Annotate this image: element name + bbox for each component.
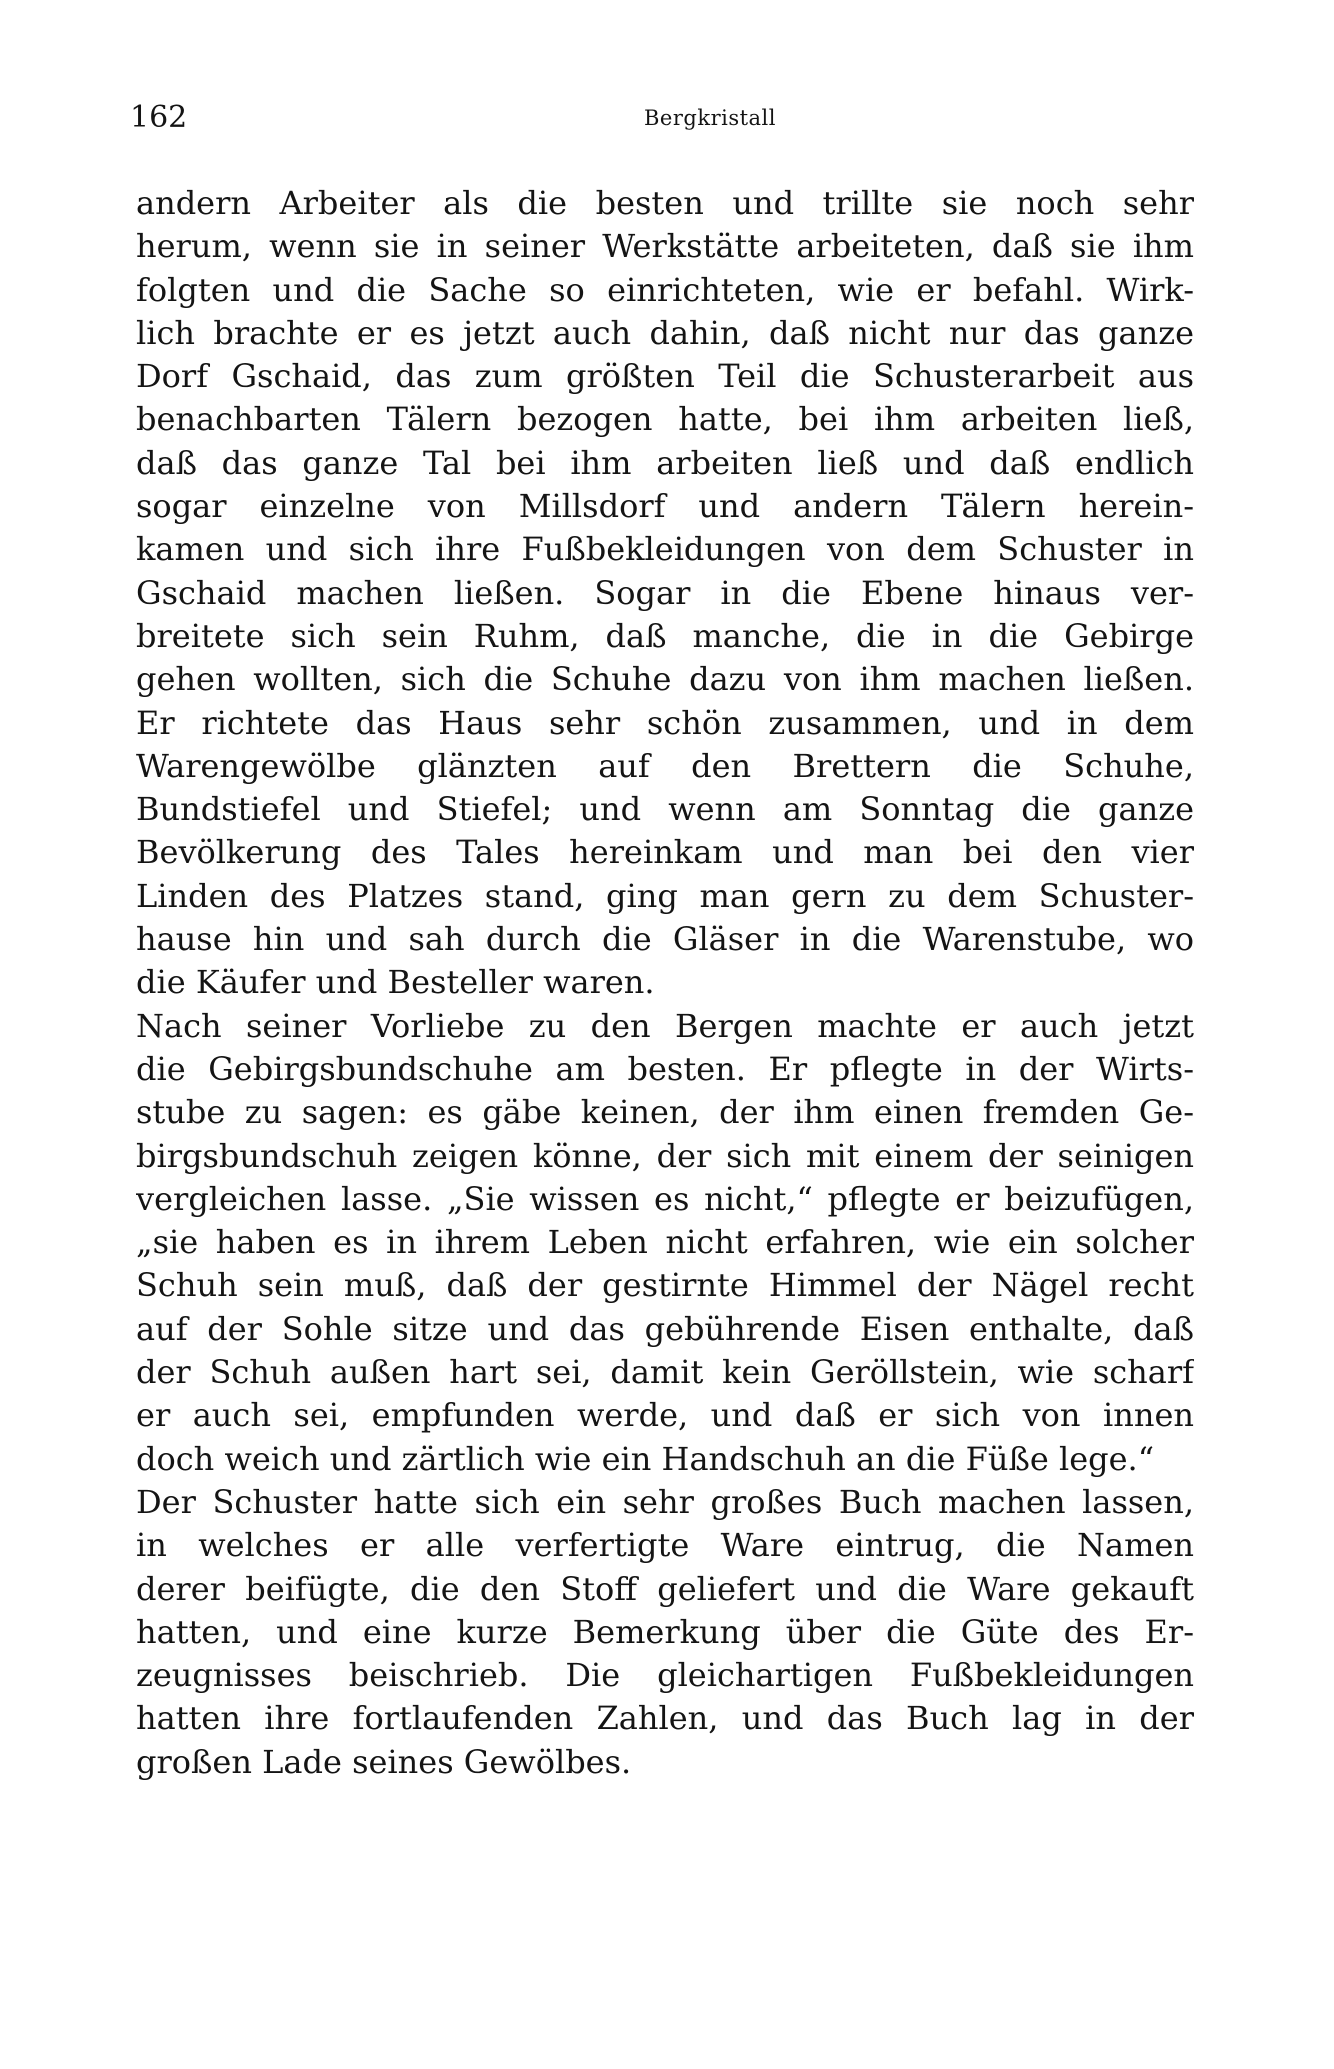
text-line: folgten und die Sache so einrichteten, wie er befahl. Wirk- <box>136 270 1194 309</box>
text-line: Bevölkerung des Tales hereinkam und man bei den vier <box>136 833 1194 872</box>
text-line: der Schuh außen hart sei, damit kein Geröllstein, wie scharf <box>136 1353 1194 1392</box>
page-number: 162 <box>130 100 188 135</box>
text-line: andern Arbeiter als die besten und trillte sie noch sehr <box>136 184 1194 222</box>
text-line: hatten, und eine kurze Bemerkung über die Güte des Er- <box>136 1612 1194 1651</box>
text-line: Gschaid machen ließen. Sogar in die Ebene hinaus ver- <box>136 573 1194 612</box>
running-title: Bergkristall <box>644 106 776 130</box>
paragraph-end-line: großen Lade seines Gewölbes. <box>136 1742 632 1781</box>
text-line: benachbarten Tälern bezogen hatte, bei ihm arbeiten ließ, <box>136 400 1194 439</box>
text-line: Linden des Platzes stand, ging man gern zu dem Schuster- <box>136 876 1194 915</box>
text-line: in welches er alle verfertigte Ware eintrug, die Namen <box>136 1526 1194 1565</box>
body-text <box>136 182 1194 1784</box>
text-line: Dorf Gschaid, das zum größten Teil die Schusterarbeit aus <box>136 357 1194 396</box>
text-line: „sie haben es in ihrem Leben nicht erfahren, wie ein solcher <box>136 1223 1194 1262</box>
text-line: auf der Sohle sitze und das gebührende Eisen enthalte, daß <box>136 1309 1194 1348</box>
text-line: lich brachte er es jetzt auch dahin, daß nicht nur das ganze <box>136 313 1194 352</box>
text-line: sogar einzelne von Millsdorf und andern Tälern herein- <box>136 487 1194 526</box>
text-line: kamen und sich ihre Fußbekleidungen von dem Schuster in <box>136 530 1194 569</box>
paragraph-end-line: doch weich und zärtlich wie ein Handschuh an die Füße lege.“ <box>136 1439 1155 1478</box>
text-line: Er richtete das Haus sehr schön zusammen, und in dem <box>136 703 1194 742</box>
text-line: zeugnisses beischrieb. Die gleichartigen Fußbekleidungen <box>136 1656 1194 1695</box>
text-line: breitete sich sein Ruhm, daß manche, die in die Gebirge <box>136 616 1194 655</box>
page-header <box>130 98 1190 138</box>
text-line: hatten ihre fortlaufenden Zahlen, und das Buch lag in der <box>136 1699 1194 1738</box>
text-line: stube zu sagen: es gäbe keinen, der ihm einen fremden Ge- <box>136 1093 1194 1132</box>
text-line: birgsbundschuh zeigen könne, der sich mit einem der seinigen <box>136 1136 1194 1175</box>
text-line: die Gebirgsbundschuhe am besten. Er pflegte in der Wirts- <box>136 1049 1194 1088</box>
text-line: derer beifügte, die den Stoff geliefert und die Ware gekauft <box>136 1569 1194 1608</box>
text-line: Bundstiefel und Stiefel; und wenn am Sonntag die ganze <box>136 790 1194 829</box>
text-line: er auch sei, empfunden werde, und daß er sich von innen <box>136 1396 1194 1435</box>
text-line: gehen wollten, sich die Schuhe dazu von ihm machen ließen. <box>136 660 1194 699</box>
text-line: herum, wenn sie in seiner Werkstätte arbeiteten, daß sie ihm <box>136 227 1194 266</box>
text-line: Warengewölbe glänzten auf den Brettern die Schuhe, <box>136 746 1194 785</box>
text-line: vergleichen lasse. „Sie wissen es nicht,“ pflegte er beizufügen, <box>136 1179 1194 1218</box>
text-line: Nach seiner Vorliebe zu den Bergen machte er auch jetzt <box>136 1006 1194 1045</box>
text-line: Schuh sein muß, daß der gestirnte Himmel der Nägel recht <box>136 1266 1194 1305</box>
paragraph-end-line: die Käufer und Besteller waren. <box>136 963 655 1002</box>
text-line: Der Schuster hatte sich ein sehr großes Buch machen lassen, <box>136 1482 1194 1521</box>
text-line: daß das ganze Tal bei ihm arbeiten ließ und daß endlich <box>136 443 1194 482</box>
text-line: hause hin und sah durch die Gläser in die Warenstube, wo <box>136 920 1194 959</box>
